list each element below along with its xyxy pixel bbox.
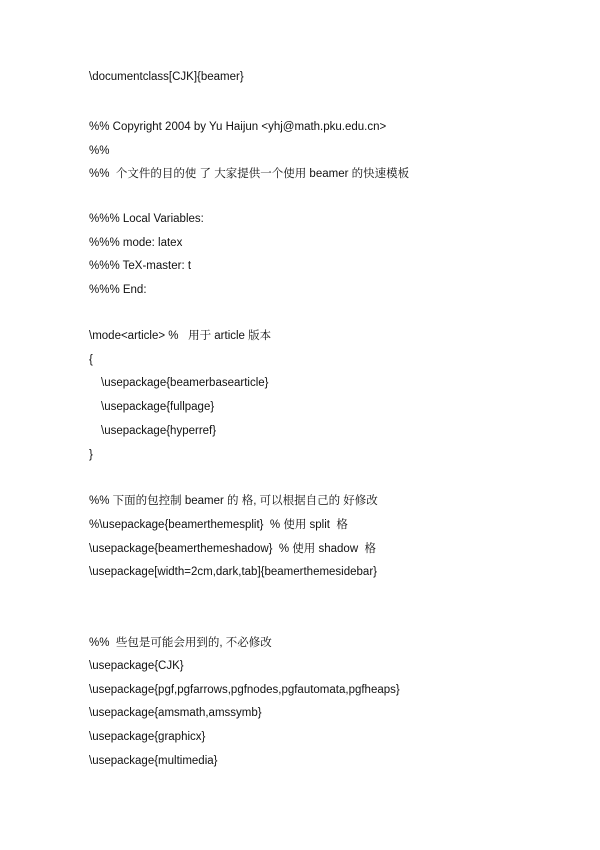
- end-line: %%% End:: [89, 284, 147, 296]
- usepackage-beamerthemeshadow: \usepackage{beamerthemeshadow} % 使用 shadow 格: [89, 543, 377, 555]
- template-purpose-comment: %% 个文件的目的使 了 大家提供一个使用 beamer 的快速模板: [89, 168, 410, 180]
- usepackage-beamerthemesplit: %\usepackage{beamerthemesplit} % 使用 split 格: [89, 519, 348, 531]
- usepackage-fullpage: \usepackage{fullpage}: [101, 401, 215, 413]
- usepackage-cjk: \usepackage{CJK}: [89, 660, 184, 672]
- usepackage-graphicx: \usepackage{graphicx}: [89, 731, 206, 743]
- comment-line: %%: [89, 145, 110, 157]
- usepackage-multimedia: \usepackage{multimedia}: [89, 755, 218, 767]
- tex-master-line: %%% TeX-master: t: [89, 260, 192, 272]
- theme-comment: %% 下面的包控制 beamer 的 格, 可以根据自己的 好修改: [89, 495, 378, 507]
- usepackage-beamerthemesidebar: \usepackage[width=2cm,dark,tab]{beamerthemesidebar}: [89, 566, 377, 578]
- close-brace-line: }: [89, 449, 93, 461]
- usepackage-pgf: \usepackage{pgf,pgfarrows,pgfnodes,pgfautomata,pgfheaps}: [89, 684, 400, 696]
- usepackage-beamerbasearticle: \usepackage{beamerbasearticle}: [101, 377, 269, 389]
- documentclass-line: \documentclass[CJK]{beamer}: [89, 71, 244, 83]
- mode-article-line: \mode<article> % 用于 article 版本: [89, 330, 272, 342]
- local-variables-line: %%% Local Variables:: [89, 213, 204, 225]
- usepackage-hyperref: \usepackage{hyperref}: [101, 425, 217, 437]
- mode-latex-line: %%% mode: latex: [89, 237, 183, 249]
- optional-packages-comment: %% 些包是可能会用到的, 不必修改: [89, 637, 272, 649]
- copyright-comment: %% Copyright 2004 by Yu Haijun <yhj@math.pku.edu.cn>: [89, 121, 387, 133]
- open-brace-line: {: [89, 354, 93, 366]
- usepackage-amsmath: \usepackage{amsmath,amssymb}: [89, 707, 262, 719]
